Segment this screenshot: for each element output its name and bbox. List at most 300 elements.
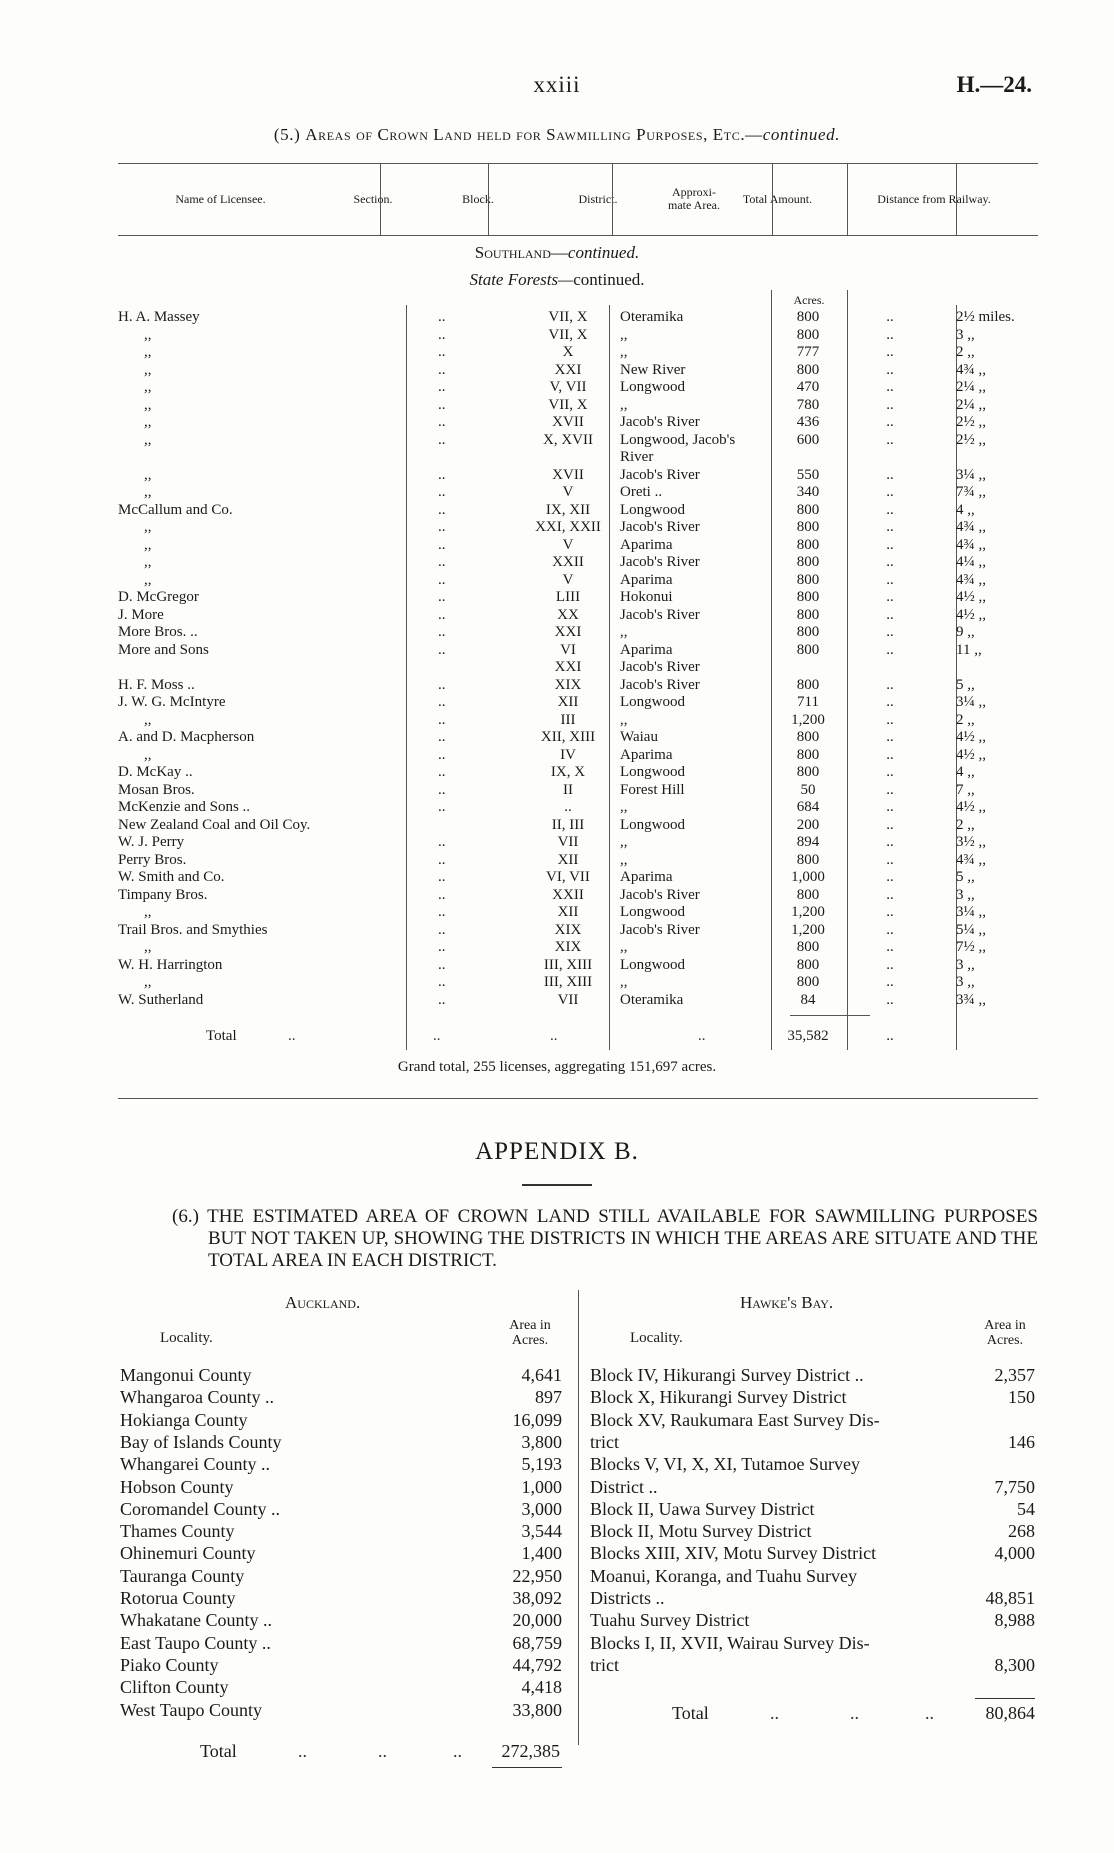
district-cell: Aparima [620,536,673,553]
table-row [118,782,1038,799]
table-row [118,624,1038,641]
total-amount-cell: .. [886,974,894,990]
region-name: Southland— [474,243,568,262]
hawkes-bay-row [590,1587,1050,1609]
district-cell: ,, [620,974,628,990]
total-amount-cell: .. [886,501,894,518]
hawkes-bay-area: 54 [1017,1498,1035,1519]
acres-cell: 200 [796,816,820,833]
acres-cell: 800 [796,939,820,955]
appendix-rule [522,1184,592,1186]
auckland-locality: Ohinemuri County [120,1543,256,1564]
block-cell: VI [560,641,576,658]
block-cell: XXI [554,659,582,675]
distance-cell: 2 ,, [956,711,975,728]
block-cell: V [562,484,574,500]
auckland-total-label: Total [200,1741,237,1761]
block-cell: VII, X [548,396,588,413]
auckland-row [120,1676,580,1698]
document-code: H.—24. [956,72,1032,97]
acres-cell: 684 [796,799,820,815]
table-row [118,642,1038,659]
total-amount-cell: .. [886,729,894,745]
header-divider [612,163,613,235]
district-cell: ,, [620,711,628,728]
acres-cell: 800 [796,501,820,518]
table-row [118,817,1038,834]
licensee-name: D. McKay .. [118,764,193,780]
hawkes-total-rule [975,1698,1035,1699]
district-cell: Jacob's River [620,466,700,483]
licensee-name: W. Smith and Co. [118,869,225,885]
district-cell: Jacob's River [620,886,700,903]
block-cell: XXI, XXII [535,519,601,535]
table-row [118,957,1038,974]
district-cell: Aparima [620,746,673,763]
auckland-col-area: Area in Acres. [509,1318,551,1348]
acres-cell: 800 [796,974,820,990]
district-cell: ,, [620,939,628,955]
distance-cell: 3½ ,, [956,834,986,850]
section-title-suffix: continued. [762,125,841,144]
hawkes-bay-row [590,1520,1050,1542]
total-section-dots: .. [433,1028,441,1044]
auckland-row [120,1520,580,1542]
auckland-area: 68,759 [512,1632,562,1653]
block-cell: XII [557,904,579,920]
hawkes-bay-area: 146 [1008,1431,1035,1452]
table-row [118,869,1038,886]
hawkes-bay-area: 48,851 [985,1588,1035,1608]
auckland-total-rule [492,1767,562,1768]
district-cell: Longwood [620,379,685,395]
auckland-row [120,1542,580,1564]
district-cell: Jacob's River [620,921,700,938]
acres-cell: 1,200 [791,711,825,728]
acres-cell: 800 [796,606,820,623]
auckland-locality: Mangonui County [120,1365,252,1385]
block-cell: III, XIII [543,974,593,990]
hawkes-bay-locality: Blocks I, II, XVII, Wairau Survey Dis- [590,1632,870,1653]
auckland-area: 33,800 [512,1699,562,1720]
total-amount-cell: .. [886,956,894,973]
appendix-title: (6.) THE ESTIMATED AREA OF CROWN LAND STILL AVAILABLE FOR SAWMILLING PURPOSES BUT NOT TAKEN UP, SHOWING THE DISTRICTS IN WHICH THE AREAS ARE SITUATE AND THE TOTAL AREA IN EACH DISTRICT. [172,1206,1038,1271]
district-cell: ,, [620,326,628,343]
hawkes-col-area: Area in Acres. [984,1318,1026,1348]
licensee-name: ,, [144,939,152,955]
col-total-amount: Total Amount. [742,191,813,206]
section-cell: .. [438,361,446,378]
distance-cell: 2½ miles. [956,309,1015,325]
table-bottom-rule [118,1098,1038,1099]
acres-cell: 800 [796,746,820,763]
licensee-name: J. W. G. McIntyre [118,694,226,710]
hawkes-bay-area: 8,988 [994,1610,1035,1631]
block-cell: XXII [552,554,584,570]
distance-cell: 3¼ ,, [956,904,986,920]
district-cell: Longwood [620,816,685,833]
hawkes-bay-locality: trict [590,1654,619,1675]
distance-cell: 2 ,, [956,344,975,360]
district-cell: ,, [620,851,628,868]
section-cell: .. [438,641,446,658]
distance-cell: 2¼ ,, [956,396,986,413]
section-cell: .. [438,729,446,745]
total-amount-cell: .. [886,309,894,325]
acres-cell: 800 [796,519,820,535]
section-title [0,125,1114,145]
header-divider [772,163,773,235]
block-cell: .. [564,799,572,815]
section-cell: .. [438,536,446,553]
auckland-row [120,1565,580,1587]
total-amount-cell: .. [886,554,894,570]
distance-cell: 2 ,, [956,816,975,833]
table-row [118,537,1038,554]
hawkes-bay-locality: Blocks V, VI, X, XI, Tutamoe Survey [590,1454,861,1475]
hawkes-bay-row [590,1476,1050,1498]
hawkes-bay-row [590,1542,1050,1564]
table-row [118,502,1038,519]
auckland-locality: Rotorua County [120,1588,236,1608]
licensee-name: W. H. Harrington [118,956,223,973]
distance-cell: 3¼ ,, [956,466,986,483]
section-number: (5.) [273,125,301,144]
total-amount-cell: .. [886,921,894,938]
total-amount-cell: .. [886,326,894,343]
section-cell: .. [438,921,446,938]
table-row [118,764,1038,781]
total-amount-cell: .. [886,799,894,815]
distance-cell: 7 ,, [956,781,975,798]
acres-cell: 84 [800,991,816,1008]
distance-cell: 5¼ ,, [956,921,986,938]
auckland-locality: Whakatane County .. [120,1610,272,1631]
licensee-name: A. and D. Macpherson [118,729,255,745]
total-rule [790,1015,870,1016]
section-cell: .. [438,396,446,413]
hawkes-bay-locality: District .. [590,1476,658,1497]
region-suffix: continued. [567,243,640,262]
hawkes-bay-row [590,1632,1050,1654]
section-cell: .. [438,694,446,710]
acres-cell: 800 [796,676,820,693]
acres-cell: 800 [796,309,820,325]
table-row [118,834,1038,851]
table-row [118,467,1038,484]
district-cell: Longwood [620,904,685,920]
hawkes-bay-locality: Blocks XIII, XIV, Motu Survey District [590,1543,877,1564]
district-cell: Longwood [620,694,685,710]
total-section: .. [288,1028,296,1044]
hawkes-bay-locality: Block IV, Hikurangi Survey District .. [590,1365,864,1385]
hawkes-bay-area: 268 [1008,1521,1035,1542]
district-cell: Longwood, Jacob's [620,431,736,448]
section-cell: .. [438,554,446,570]
district-cell: River [620,449,654,465]
auckland-area: 5,193 [521,1454,562,1475]
auckland-area: 3,544 [521,1521,562,1542]
block-cell: VI, VII [546,869,590,885]
auckland-locality: Whangaroa County .. [120,1387,274,1408]
auckland-area: 16,099 [512,1409,562,1430]
total-amount-cell: .. [886,519,894,535]
total-district-dots: .. [698,1028,706,1044]
hawkes-bay-row [590,1453,1050,1475]
block-cell: V [562,536,574,553]
col-district: District. [578,191,618,206]
acres-cell: 800 [796,326,820,343]
auckland-row [120,1386,580,1408]
block-cell: XIX [554,921,582,938]
district-cell: Jacob's River [620,519,700,535]
block-cell: X [562,344,574,360]
col-approximate-area: Approxi- mate Area. [668,185,720,212]
district-cell: Forest Hill [620,781,685,798]
auckland-col-locality: Locality. [160,1330,213,1346]
licensee-name: ,, [144,466,152,483]
total-amount-cell: .. [886,991,894,1008]
acres-cell: 800 [796,641,820,658]
total-acres: 35,582 [787,1028,829,1044]
hawkes-bay-row [590,1609,1050,1631]
acres-cell: 800 [796,554,820,570]
section-cell: .. [438,571,446,588]
block-cell: XXII [552,886,584,903]
auckland-row [120,1453,580,1475]
total-amount-cell: .. [886,536,894,553]
page-number: xxiii [533,72,581,97]
auckland-row [120,1498,580,1520]
acres-cell: 50 [800,781,816,798]
auckland-row [120,1476,580,1498]
licensee-name: Perry Bros. [118,851,187,868]
hawkes-bay-area: 7,750 [994,1476,1035,1497]
section-cell: .. [438,799,446,815]
auckland-area: 3,800 [521,1431,562,1452]
section-cell: .. [438,466,446,483]
section-cell: .. [438,746,446,763]
licensee-name: ,, [144,554,152,570]
auckland-locality: Coromandel County .. [120,1498,280,1519]
total-amount-cell: .. [886,676,894,693]
section-cell: .. [438,764,446,780]
licensee-name: More and Sons [118,641,209,658]
acres-cell: 800 [796,571,820,588]
block-cell: IX, X [550,764,586,780]
auckland-total-row: Total .. .. .. 272,385 [200,1741,560,1761]
col-distance: Distance from Railway. [877,191,991,206]
acres-cell: 800 [796,956,820,973]
section-cell: .. [438,886,446,903]
auckland-row [120,1431,580,1453]
block-cell: XX [557,606,579,623]
licensee-name: ,, [144,361,152,378]
col-block: Block. [462,191,494,206]
distance-cell: 4½ ,, [956,729,986,745]
table-row [118,449,1038,466]
licensee-name: New Zealand Coal and Oil Coy. [118,816,311,833]
auckland-locality: Piako County [120,1654,219,1675]
subregion-name: State Forests— [469,270,574,289]
licensee-name: ,, [144,536,152,553]
hawkes-bay-row [590,1364,1050,1386]
licensee-name: H. F. Moss .. [118,676,195,693]
total-amount-cell: .. [886,711,894,728]
block-cell: X, XVII [543,431,593,448]
auckland-row [120,1587,580,1609]
block-cell: XII [557,694,579,710]
grand-total: Grand total, 255 licenses, aggregating 151,697 acres. [397,1059,717,1075]
section-cell: .. [438,326,446,343]
auckland-locality: Tauranga County [120,1565,245,1586]
district-cell: Waiau [620,729,658,745]
total-amount-cell: .. [886,834,894,850]
distance-cell: 4¾ ,, [956,519,986,535]
auckland-row [120,1632,580,1654]
district-cell: ,, [620,834,628,850]
acres-cell: 550 [796,466,820,483]
distance-cell: 3 ,, [956,974,975,990]
hawkes-bay-locality: Block II, Uawa Survey District [590,1498,815,1519]
hawkes-bay-area: 150 [1008,1387,1035,1408]
block-cell: XIX [554,676,582,693]
hawkes-bay-locality: Tuahu Survey District [590,1610,750,1631]
licensee-name: ,, [144,431,152,448]
header-divider [488,163,489,235]
region-heading [0,243,1114,263]
acres-cell: 780 [796,396,820,413]
distance-cell: 4¾ ,, [956,571,986,588]
distance-cell: 7½ ,, [956,939,986,955]
auckland-locality: Clifton County [120,1677,229,1698]
hawkes-bay-row [590,1498,1050,1520]
auckland-locality: Hobson County [120,1476,234,1497]
auckland-area: 1,400 [521,1543,562,1564]
auckland-area: 38,092 [512,1588,562,1608]
distance-cell: 2½ ,, [956,431,986,448]
table-row [118,904,1038,921]
licensee-name: ,, [144,711,152,728]
section-cell: .. [438,834,446,850]
table-row [118,939,1038,956]
distance-cell: 4¾ ,, [956,851,986,868]
hawkes-total-label: Total [672,1703,709,1723]
auckland-locality: Bay of Islands County [120,1431,282,1452]
distance-cell: 3 ,, [956,886,975,903]
hawkes-bay-heading: Hawke's Bay. [740,1293,834,1312]
header-divider [956,163,957,235]
licensee-name: ,, [144,519,152,535]
district-cell: Jacob's River [620,676,700,693]
table-row [118,974,1038,991]
distance-cell: 2¼ ,, [956,379,986,395]
table-row [118,607,1038,624]
district-cell: Hokonui [620,589,673,605]
block-cell: VII [557,991,579,1008]
appendix-heading: APPENDIX B. [475,1138,639,1165]
licensee-name: ,, [144,746,152,763]
auckland-row [120,1654,580,1676]
licensee-name: ,, [144,974,152,990]
block-cell: XVII [552,466,584,483]
distance-cell: 11 ,, [956,641,982,658]
acres-cell: 800 [796,361,820,378]
table-total-row [118,1028,1038,1045]
subregion-heading [0,270,1114,290]
auckland-locality: Hokianga County [120,1409,248,1430]
licensee-name: ,, [144,484,152,500]
block-cell: LIII [555,589,581,605]
section-cell: .. [438,781,446,798]
distance-cell: 7¾ ,, [956,484,986,500]
acres-cell: 800 [796,536,820,553]
block-cell: XXI [554,624,582,640]
hawkes-bay-row [590,1431,1050,1453]
auckland-area: 897 [535,1387,562,1408]
acres-cell: 1,000 [791,869,825,885]
table-row [118,327,1038,344]
licensee-name: Mosan Bros. [118,781,195,798]
table-row [118,729,1038,746]
table-row [118,309,1038,326]
district-cell: ,, [620,344,628,360]
section-cell: .. [438,974,446,990]
distance-cell: 4 ,, [956,764,975,780]
total-amount-cell: .. [886,641,894,658]
section-cell: .. [438,344,446,360]
district-cell: Jacob's River [620,414,700,430]
district-cell: Jacob's River [620,659,700,675]
section-cell: .. [438,956,446,973]
auckland-area: 4,418 [521,1677,562,1698]
total-amount-cell: .. [886,344,894,360]
total-amount-cell: .. [886,694,894,710]
total-amount-cell: .. [886,589,894,605]
hawkes-bay-area: 4,000 [994,1543,1035,1564]
hawkes-bay-area: 8,300 [994,1654,1035,1675]
acres-cell: 800 [796,624,820,640]
total-amount-cell: .. [886,624,894,640]
block-cell: V [562,571,574,588]
total-amount-cell: .. [886,746,894,763]
hawkes-bay-row [590,1386,1050,1408]
district-cell: Aparima [620,641,673,658]
block-cell: IV [560,746,576,763]
section-cell: .. [438,431,446,448]
district-cell: Jacob's River [620,606,700,623]
acres-cell: 1,200 [791,921,825,938]
block-cell: II [563,781,573,798]
auckland-area: 4,641 [521,1365,562,1385]
licensee-name: W. Sutherland [118,991,204,1008]
hawkes-bay-locality: Districts .. [590,1588,665,1608]
distance-cell: 2½ ,, [956,414,986,430]
total-block-dots: .. [550,1028,558,1044]
table-row [118,379,1038,396]
acres-cell: 800 [796,886,820,903]
licensee-name: McKenzie and Sons .. [118,799,251,815]
distance-cell: 4¼ ,, [956,554,986,570]
acres-unit: Acres. [793,293,825,307]
section-cell: .. [438,711,446,728]
total-amount-cell: .. [886,886,894,903]
total-amount-cell: .. [886,904,894,920]
district-cell: Longwood [620,501,685,518]
acres-cell: 711 [797,694,819,710]
table-row [118,344,1038,361]
table-row [118,677,1038,694]
